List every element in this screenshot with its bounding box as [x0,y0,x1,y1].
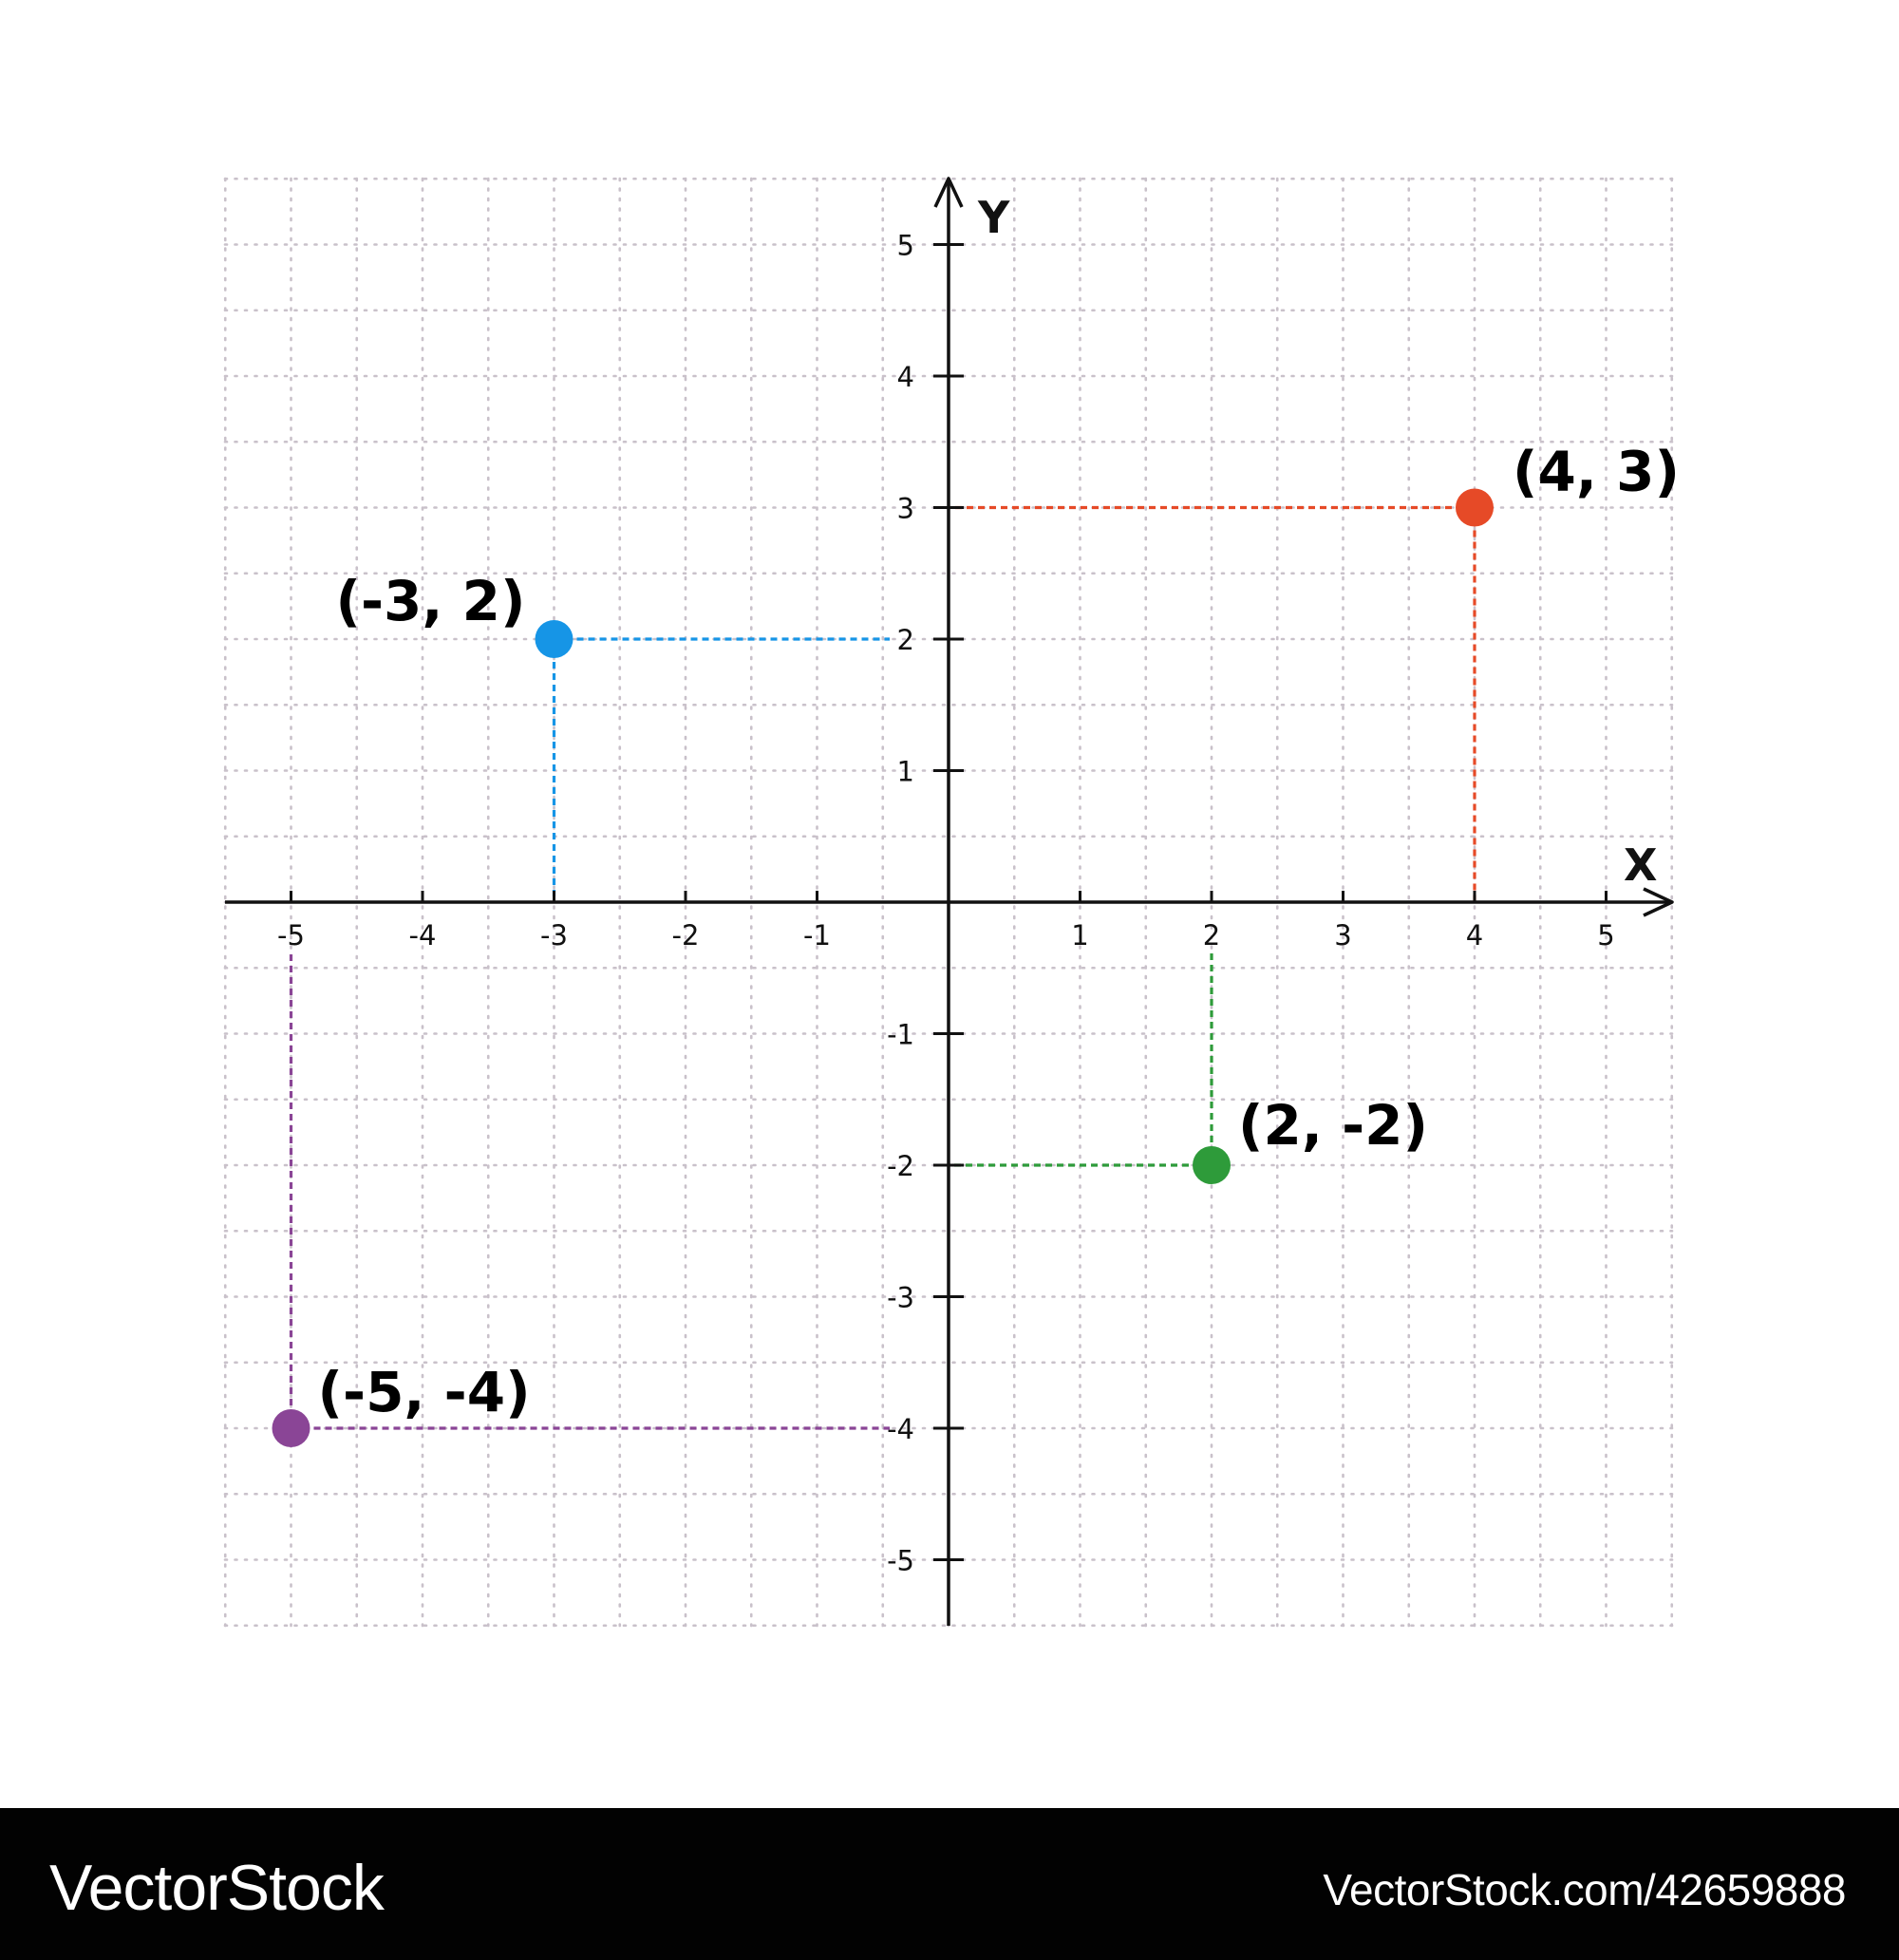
x-tick-label: 2 [1202,919,1221,952]
brand-logo-text: VectorStock [49,1852,384,1924]
footer-bar [0,1808,1899,1960]
y-tick-label: -5 [887,1544,914,1577]
y-axis-label: Y [978,192,1010,243]
point-coordinate-label: (2, -2) [1238,1093,1429,1158]
x-tick-label: -1 [803,919,831,952]
data-point [1456,489,1494,527]
x-tick-label: 3 [1334,919,1352,952]
y-tick-label: 3 [896,492,914,525]
x-tick-label: -3 [540,919,568,952]
data-point [273,1409,310,1447]
y-tick-label: -1 [887,1018,914,1051]
x-tick-label: 4 [1465,919,1484,952]
y-tick-label: 4 [896,361,914,393]
x-tick-label: 5 [1597,919,1615,952]
source-link[interactable]: VectorStock.com/42659888 [1323,1865,1846,1914]
x-tick-label: -4 [408,919,437,952]
point-coordinate-label: (-3, 2) [335,569,526,633]
y-tick-label: 2 [896,624,914,656]
y-tick-label: 5 [896,229,914,262]
point-coordinate-label: (-5, -4) [317,1360,531,1424]
y-tick-label: -4 [887,1413,914,1445]
data-point [1193,1146,1231,1184]
x-tick-label: -5 [277,919,305,952]
x-axis-label: X [1624,839,1658,891]
point-coordinate-label: (4, 3) [1513,439,1680,504]
y-tick-label: 1 [896,755,914,788]
y-tick-label: -2 [887,1150,914,1182]
x-tick-label: 1 [1071,919,1089,952]
data-point [536,620,573,658]
y-tick-label: -3 [887,1281,914,1314]
x-tick-label: -2 [671,919,700,952]
